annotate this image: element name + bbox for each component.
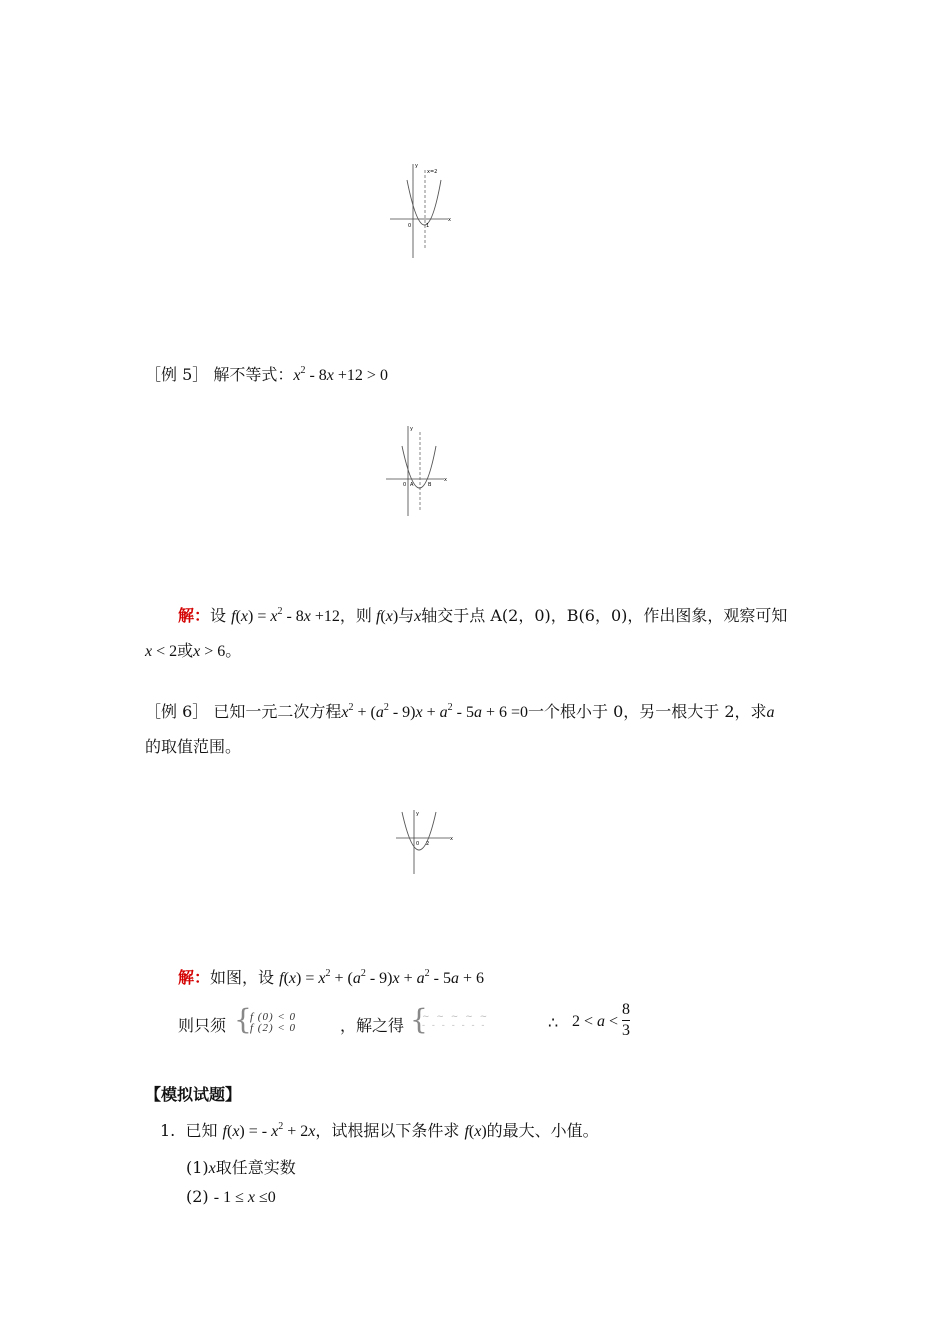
question-number: 1.: [160, 1121, 176, 1140]
example-5-statement: ［例 5］ 解不等式：$x^2 - 8x +12 > 0$: [145, 365, 388, 384]
y-axis-label: y: [410, 426, 413, 432]
parabola-graph-3: [394, 808, 456, 878]
question-1: 1. 已知 f(x) = - $x^2 + 2x$，试根据以下条件求 f(x)的最大、小值。: [160, 1121, 599, 1140]
example-6-statement-line-2: 的取值范围。: [145, 737, 242, 756]
y-axis-label: y: [416, 811, 419, 817]
origin-label: 0: [403, 482, 407, 488]
y-axis-label: y: [415, 163, 418, 169]
solution-6-heading: 解：: [178, 968, 211, 987]
solution-6-line-1: 解：如图，设 $f(x) = x^2 + (a^2 - 9)x + a^2 - 5a + 6$: [178, 968, 484, 987]
result-inequality: 2 < a <: [572, 1013, 619, 1030]
x-axis-label: x: [450, 836, 453, 842]
symmetry-line-label: x=2: [427, 169, 438, 175]
origin-label: 0: [408, 223, 412, 229]
condition-system: f (0) < 0 f (2) < 0: [250, 1011, 297, 1034]
example-6-statement: ［例 6］ 已知一元二次方程$x^2 + (a^2 - 9)x + a^2 - 5a + 6 =0$一个根小于 0，另一根大于 2，求a: [145, 702, 775, 721]
left-brace-2: {: [410, 1003, 428, 1036]
point-a-label: A: [410, 482, 414, 488]
tick-label: 2: [426, 841, 430, 847]
fraction-eight-thirds: 8 3: [622, 1001, 630, 1039]
x-axis-label: x: [448, 217, 451, 223]
question-1-condition-2: (2) - 1 ≤ x ≤0: [186, 1187, 276, 1206]
question-1-condition-1: (1)x取任意实数: [186, 1158, 296, 1177]
example-6-label: ［例 6］ 已知一元二次方程: [145, 702, 342, 721]
solution-5-heading: 解：: [178, 606, 211, 625]
point-b-label: B: [428, 482, 432, 488]
solution-5-line-2: x < 2或x > 6。: [145, 643, 242, 660]
parabola-graph-1: [388, 158, 454, 262]
parabola-graph-2: [384, 422, 450, 522]
x-axis-label: x: [444, 477, 447, 483]
origin-label: 0: [416, 841, 420, 847]
parabola-curve: [407, 180, 441, 225]
solution-system-faint: ~ ~ ~ ~ ~ - - - - - - -: [422, 1012, 490, 1031]
left-brace: {: [234, 1003, 252, 1036]
solution-5-line-1: 解：设 $f(x) = x^2 - 8x +12$，则 f(x)与x轴交于点 A(2，0)，B(6，0)，作出图象，观察可知: [178, 606, 788, 625]
section-heading: 【模拟试题】: [145, 1085, 242, 1104]
example-5-label: ［例 5］ 解不等式：: [145, 365, 294, 384]
tick-label: 1: [426, 223, 430, 229]
therefore-symbol: ∴: [548, 1015, 559, 1032]
